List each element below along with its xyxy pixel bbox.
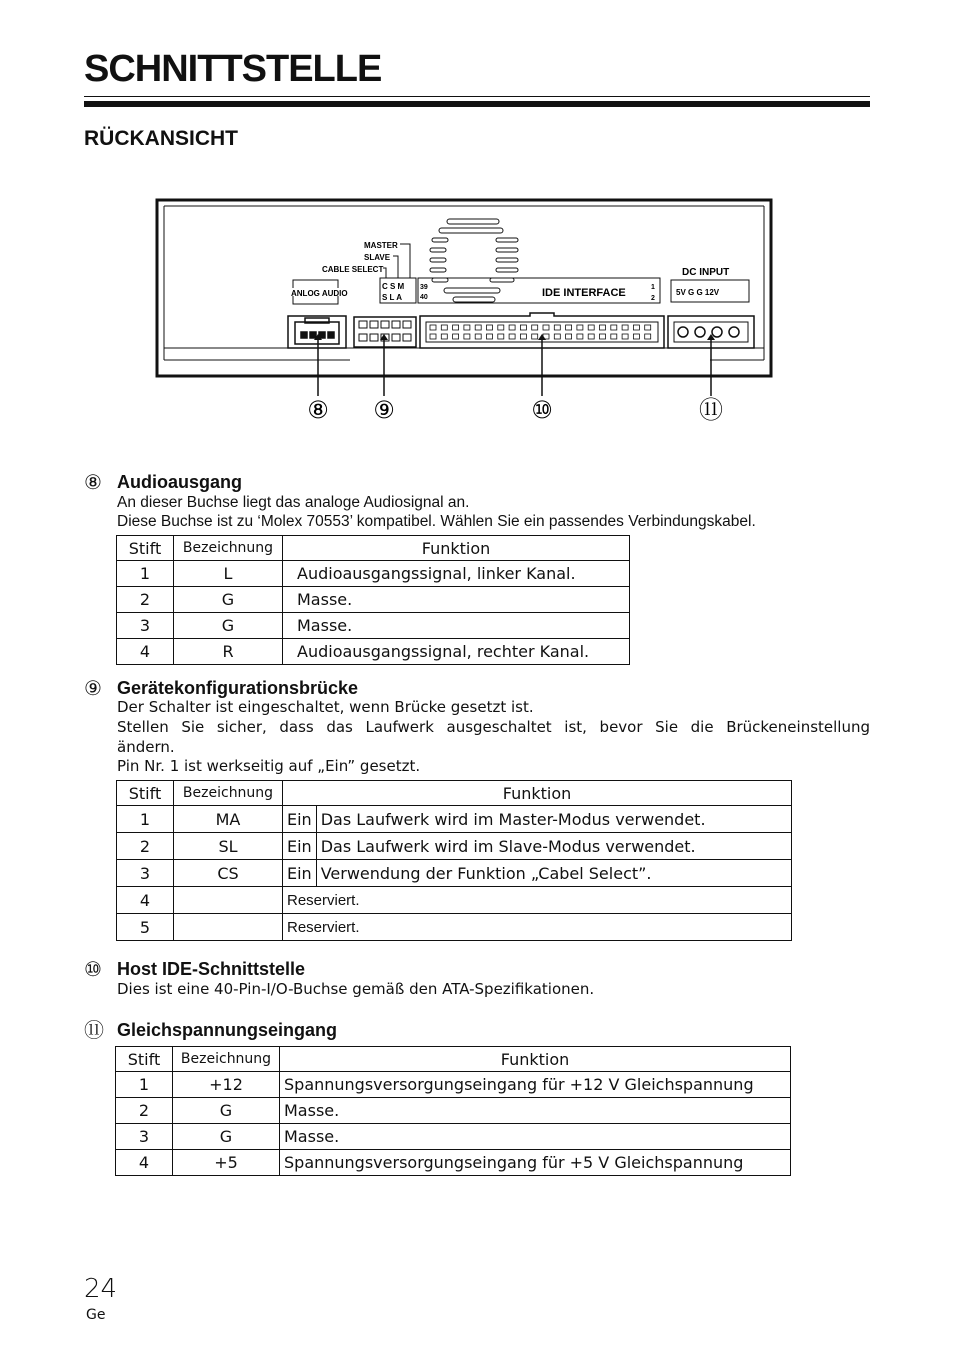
master-label: MASTER — [364, 241, 398, 250]
cell-bezeichnung: R — [174, 639, 283, 665]
dc-input-label: DC INPUT — [682, 267, 730, 278]
col-funktion: Funktion — [283, 536, 630, 561]
ide-pin — [532, 325, 538, 330]
cell-state: Ein — [283, 860, 317, 887]
cell-stift: 4 — [117, 887, 174, 914]
cell-bezeichnung: G — [174, 587, 283, 613]
jumper-top-label: C S M — [382, 282, 405, 291]
ide-pin — [453, 325, 459, 330]
section-9-line-4: Pin Nr. 1 ist werkseitig auf „Ein” gesetzt. — [117, 757, 421, 775]
ide-pin — [600, 325, 606, 330]
cell-bezeichnung: +5 — [173, 1150, 280, 1176]
cell-funktion: Audioausgangssignal, rechter Kanal. — [283, 639, 630, 665]
ide-pin — [577, 334, 583, 339]
callout-8: ⑧ — [307, 396, 329, 424]
ide-pin — [622, 325, 628, 330]
cell-stift: 2 — [117, 833, 174, 860]
ide-pin — [441, 334, 447, 339]
ide-pin — [441, 325, 447, 330]
title-rule-thin — [84, 96, 870, 97]
ide-interface-label: IDE INTERFACE — [542, 287, 626, 299]
table-header-row — [117, 536, 630, 561]
ide-pin — [577, 325, 583, 330]
ide-pin — [543, 325, 549, 330]
cell-stift: 2 — [116, 1098, 173, 1124]
pin-1-label: 1 — [651, 284, 655, 291]
ide-pin — [566, 334, 572, 339]
callout-10: ⑩ — [531, 396, 553, 424]
col-stift: Stift — [117, 781, 174, 806]
cell-stift: 3 — [116, 1124, 173, 1150]
dc-pin-table — [115, 1046, 791, 1176]
col-stift: Stift — [117, 536, 174, 561]
cell-funktion: Masse. — [283, 587, 630, 613]
cell-stift: 5 — [117, 914, 174, 941]
dc-pins-label: 5V G G 12V — [676, 288, 720, 297]
ide-pin — [645, 325, 651, 330]
table-row — [117, 613, 630, 639]
cell-funktion: Verwendung der Funktion „Cabel Select”. — [316, 860, 791, 887]
cell-bezeichnung: SL — [174, 833, 283, 860]
audio-pin-table — [116, 535, 630, 665]
cell-stift: 2 — [117, 587, 174, 613]
cell-funktion: Reserviert. — [283, 887, 792, 914]
cell-funktion: Masse. — [280, 1124, 791, 1150]
table-row — [116, 1098, 791, 1124]
callout-9: ⑨ — [373, 396, 395, 424]
col-bezeichnung: Bezeichnung — [174, 536, 283, 561]
table-row — [117, 887, 792, 914]
ide-pin — [520, 334, 526, 339]
callout-11: ⑪ — [699, 396, 723, 424]
cell-stift: 4 — [116, 1150, 173, 1176]
cell-stift: 3 — [117, 613, 174, 639]
cell-stift: 1 — [116, 1072, 173, 1098]
cell-bezeichnung: CS — [174, 860, 283, 887]
jumper-pin-table — [116, 780, 792, 941]
section-8-number: ⑧ — [84, 470, 102, 494]
table-row — [116, 1124, 791, 1150]
section-9-line-1: Der Schalter ist eingeschaltet, wenn Brücke gesetzt ist. — [117, 698, 534, 716]
section-11-title: Gleichspannungseingang — [117, 1020, 338, 1040]
table-row — [117, 639, 630, 665]
section-11-number: ⑪ — [84, 1018, 104, 1042]
pin-39-label: 39 — [420, 284, 428, 291]
cell-stift: 1 — [117, 806, 174, 833]
language-code: Ge — [86, 1307, 106, 1323]
cell-stift: 4 — [117, 639, 174, 665]
ide-pin — [588, 334, 594, 339]
section-9-title: Gerätekonfigurationsbrücke — [117, 678, 359, 698]
slave-label: SLAVE — [364, 253, 391, 262]
table-header-row — [116, 1047, 791, 1072]
page-title: SCHNITTSTELLE — [84, 48, 382, 90]
ide-pin — [622, 334, 628, 339]
ide-pin — [566, 325, 572, 330]
ide-pin — [487, 334, 493, 339]
table-row — [116, 1072, 791, 1098]
ide-pin — [464, 325, 470, 330]
cable-select-label: CABLE SELECT — [322, 265, 384, 274]
ide-pin — [554, 325, 560, 330]
ide-pin — [645, 334, 651, 339]
cell-bezeichnung: G — [173, 1124, 280, 1150]
section-8-line-2: Diese Buchse ist zu ‘Molex 70553’ kompatibel. Wählen Sie ein passendes Verbindungskabel. — [117, 513, 756, 530]
col-funktion: Funktion — [283, 781, 792, 806]
ide-pin — [498, 334, 504, 339]
table-row — [117, 806, 792, 833]
ide-pin — [633, 334, 639, 339]
cell-bezeichnung: G — [173, 1098, 280, 1124]
section-9-number: ⑨ — [84, 676, 102, 700]
cell-funktion: Spannungsversorgungseingang für +5 V Gleichspannung — [280, 1150, 791, 1176]
ide-pin — [430, 334, 436, 339]
vent-slots — [430, 219, 518, 302]
cell-funktion: Audioausgangssignal, linker Kanal. — [283, 561, 630, 587]
ide-pin — [464, 334, 470, 339]
cell-bezeichnung: L — [174, 561, 283, 587]
cell-state: Ein — [283, 833, 317, 860]
ide-pin — [554, 334, 560, 339]
pin-2-label: 2 — [651, 295, 655, 302]
cell-bezeichnung — [174, 887, 283, 914]
ide-pin — [588, 325, 594, 330]
col-bezeichnung: Bezeichnung — [173, 1047, 280, 1072]
section-9-line-3: ändern. — [117, 738, 175, 756]
ide-pin — [487, 325, 493, 330]
section-10-line-1: Dies ist eine 40-Pin-I/O-Buchse gemäß den ATA-Spezifikationen. — [117, 980, 595, 998]
table-header-row — [117, 781, 792, 806]
section-10-number: ⑩ — [84, 957, 102, 981]
ide-pin — [611, 325, 617, 330]
cell-bezeichnung: G — [174, 613, 283, 639]
pin-40-label: 40 — [420, 294, 428, 301]
ide-pin — [611, 334, 617, 339]
section-9-line-2: Stellen Sie sicher, dass das Laufwerk ausgeschaltet ist, bevor Sie die Brückeneinstellung — [117, 718, 870, 736]
ide-pin — [498, 325, 504, 330]
title-rule-thick — [84, 101, 870, 107]
cell-funktion: Das Laufwerk wird im Master-Modus verwendet. — [316, 806, 791, 833]
table-row — [117, 914, 792, 941]
table-row — [117, 561, 630, 587]
cell-funktion: Masse. — [280, 1098, 791, 1124]
cell-stift: 1 — [117, 561, 174, 587]
ide-pin — [532, 334, 538, 339]
section-8-title: Audioausgang — [117, 472, 242, 492]
cell-funktion: Spannungsversorgungseingang für +12 V Gleichspannung — [280, 1072, 791, 1098]
ide-pin — [430, 325, 436, 330]
rear-view-diagram — [150, 192, 782, 432]
ide-pin — [475, 334, 481, 339]
audio-connector — [288, 316, 346, 348]
cell-bezeichnung — [174, 914, 283, 941]
col-funktion: Funktion — [280, 1047, 791, 1072]
col-bezeichnung: Bezeichnung — [174, 781, 283, 806]
section-8-line-1: An dieser Buchse liegt das analoge Audiosignal an. — [117, 494, 470, 511]
cell-funktion: Reserviert. — [283, 914, 792, 941]
table-row — [117, 860, 792, 887]
section-subtitle: RÜCKANSICHT — [84, 127, 238, 150]
ide-pin — [509, 325, 515, 330]
ide-pin — [453, 334, 459, 339]
cell-stift: 3 — [117, 860, 174, 887]
cell-funktion: Masse. — [283, 613, 630, 639]
section-10-title: Host IDE-Schnittstelle — [117, 959, 306, 979]
cell-bezeichnung: MA — [174, 806, 283, 833]
ide-pin — [520, 325, 526, 330]
cell-funktion: Das Laufwerk wird im Slave-Modus verwendet. — [316, 833, 791, 860]
table-row — [117, 833, 792, 860]
cell-bezeichnung: +12 — [173, 1072, 280, 1098]
ide-pin — [600, 334, 606, 339]
table-row — [117, 587, 630, 613]
cell-state: Ein — [283, 806, 317, 833]
table-row — [116, 1150, 791, 1176]
page-number: 24 — [84, 1274, 118, 1304]
jumper-block — [354, 317, 416, 347]
ide-pin — [633, 325, 639, 330]
ide-pin — [475, 325, 481, 330]
ide-pin — [509, 334, 515, 339]
jumper-bottom-label: S L A — [382, 293, 403, 302]
col-stift: Stift — [116, 1047, 173, 1072]
analog-audio-label: ANLOG AUDIO — [291, 289, 348, 298]
